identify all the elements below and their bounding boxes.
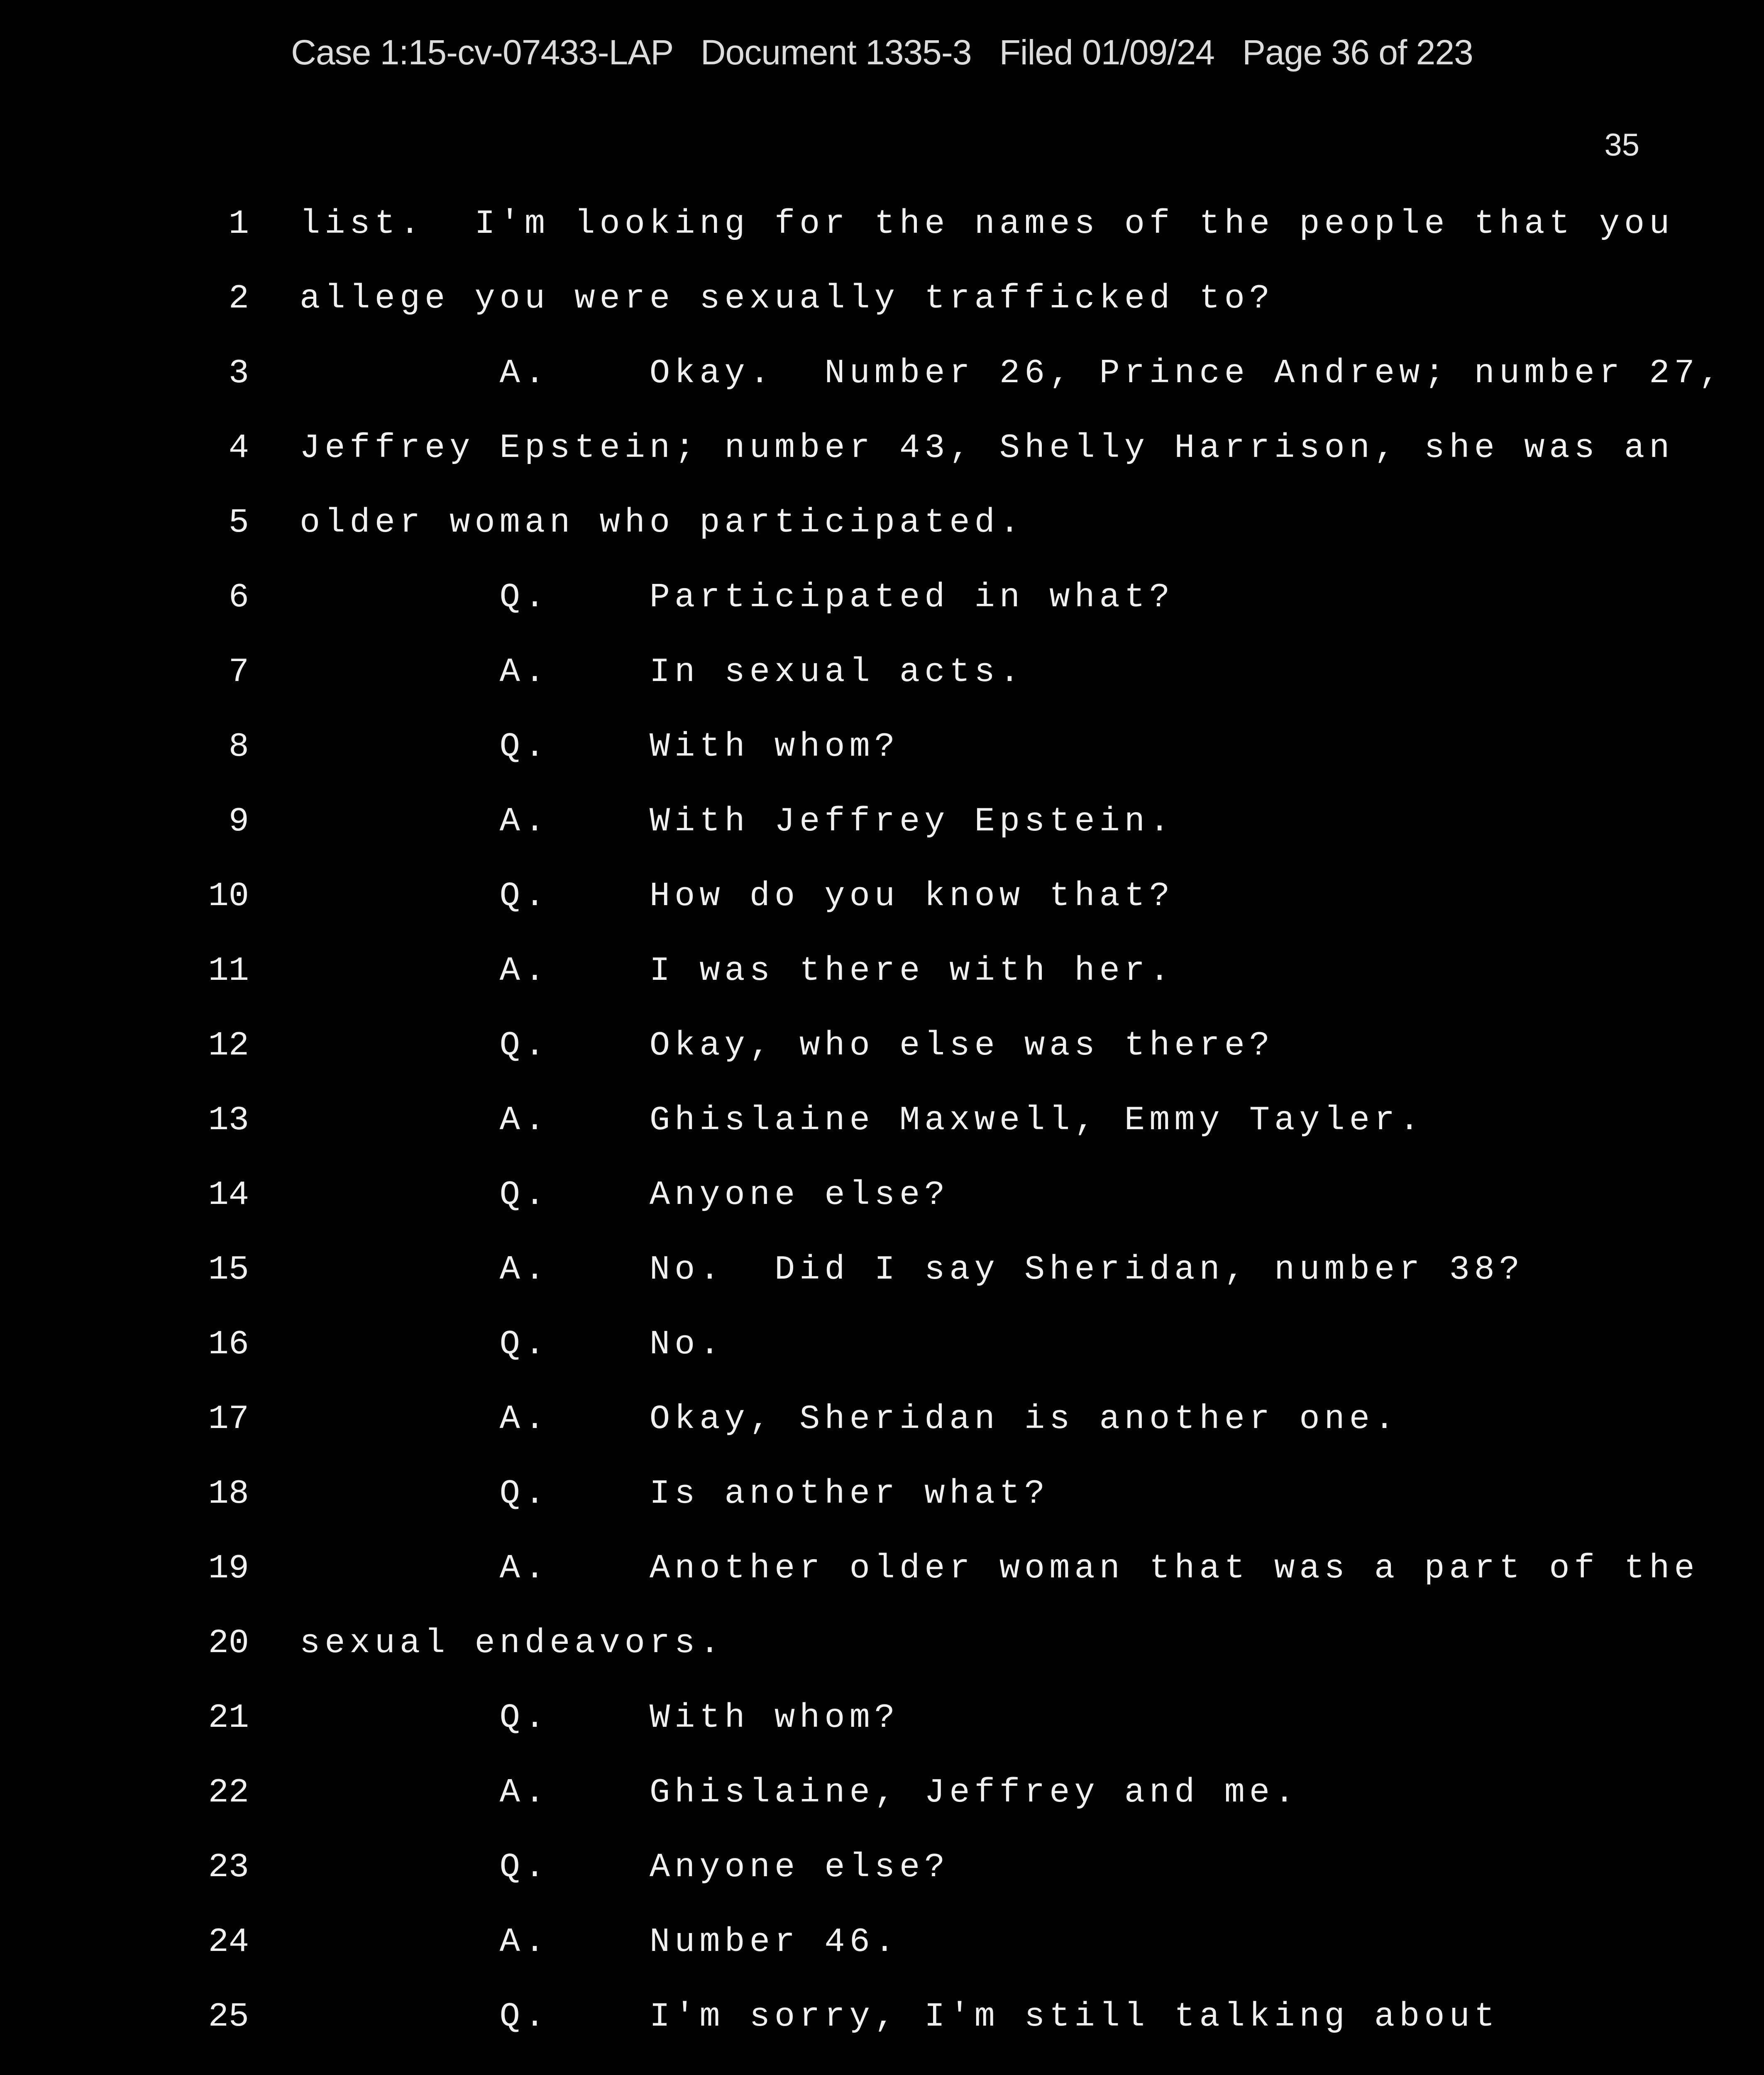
line-number: 9	[228, 802, 249, 841]
transcript-line	[0, 722, 1764, 797]
transcript-line	[0, 423, 1764, 498]
line-text: Q. With whom?	[300, 1699, 899, 1737]
line-text: Q. Anyone else?	[300, 1848, 950, 1887]
line-text: sexual endeavors.	[300, 1624, 725, 1662]
line-number: 15	[208, 1250, 249, 1289]
transcript-line	[0, 1021, 1764, 1096]
transcript-line	[0, 1992, 1764, 2067]
line-number: 2	[228, 279, 249, 318]
transcript-line	[0, 1320, 1764, 1394]
line-text: A. Okay, Sheridan is another one.	[300, 1400, 1400, 1438]
line-number: 19	[208, 1549, 249, 1588]
line-number: 5	[228, 503, 249, 542]
transcript-line	[0, 647, 1764, 722]
line-number: 8	[228, 727, 249, 766]
line-number: 6	[228, 578, 249, 617]
line-number: 13	[208, 1101, 249, 1140]
transcript-line	[0, 1917, 1764, 1992]
line-text: older woman who participated.	[300, 503, 1025, 542]
line-text: Q. Is another what?	[300, 1474, 1050, 1513]
transcript-line	[0, 573, 1764, 647]
line-number: 24	[208, 1923, 249, 1961]
line-number: 12	[208, 1026, 249, 1065]
line-number: 21	[208, 1699, 249, 1737]
line-text: list. I'm looking for the names of the people that you	[300, 205, 1674, 243]
line-number: 25	[208, 1997, 249, 2036]
line-number: 1	[228, 205, 249, 243]
line-text: Q. Anyone else?	[300, 1176, 950, 1214]
transcript-line	[0, 1469, 1764, 1544]
line-text: A. Ghislaine, Jeffrey and me.	[300, 1773, 1300, 1812]
line-text: A. In sexual acts.	[300, 653, 1025, 691]
transcript-line	[0, 199, 1764, 274]
transcript-line	[0, 1170, 1764, 1245]
line-text: A. I was there with her.	[300, 952, 1175, 990]
transcript-line	[0, 1245, 1764, 1320]
line-text: A. No. Did I say Sheridan, number 38?	[300, 1250, 1525, 1289]
line-text: Q. How do you know that?	[300, 877, 1175, 915]
line-text: A. Another older woman that was a part of the	[300, 1549, 1699, 1588]
line-text: A. Okay. Number 26, Prince Andrew; number 27,	[300, 354, 1724, 393]
transcript-line	[0, 1768, 1764, 1843]
line-number: 3	[228, 354, 249, 393]
transcript-line	[0, 1843, 1764, 1917]
transcript-line	[0, 498, 1764, 573]
transcript-line	[0, 872, 1764, 946]
line-number: 22	[208, 1773, 249, 1812]
line-text: allege you were sexually trafficked to?	[300, 279, 1275, 318]
line-number: 7	[228, 653, 249, 691]
line-text: A. With Jeffrey Epstein.	[300, 802, 1175, 841]
transcript-line	[0, 1618, 1764, 1693]
line-text: Q. Participated in what?	[300, 578, 1175, 617]
line-number: 14	[208, 1176, 249, 1214]
line-text: A. Ghislaine Maxwell, Emmy Tayler.	[300, 1101, 1424, 1140]
line-text: A. Number 46.	[300, 1923, 899, 1961]
line-text: Q. With whom?	[300, 727, 899, 766]
line-text: Q. Okay, who else was there?	[300, 1026, 1275, 1065]
transcript-line	[0, 274, 1764, 349]
line-number: 16	[208, 1325, 249, 1364]
transcript-line	[0, 797, 1764, 872]
line-number: 23	[208, 1848, 249, 1887]
transcript-line	[0, 946, 1764, 1021]
line-number: 11	[208, 952, 249, 990]
line-number: 10	[208, 877, 249, 915]
line-text: Q. I'm sorry, I'm still talking about	[300, 1997, 1499, 2036]
transcript-line	[0, 1096, 1764, 1170]
line-text: Q. No.	[300, 1325, 725, 1364]
page-number: 35	[1604, 127, 1639, 163]
transcript-line	[0, 1394, 1764, 1469]
line-number: 20	[208, 1624, 249, 1662]
line-text: Jeffrey Epstein; number 43, Shelly Harrison, she was an	[300, 429, 1674, 467]
line-number: 18	[208, 1474, 249, 1513]
transcript-line	[0, 349, 1764, 423]
transcript-line	[0, 1693, 1764, 1768]
line-number: 4	[228, 429, 249, 467]
line-number: 17	[208, 1400, 249, 1438]
case-header: Case 1:15-cv-07433-LAP Document 1335-3 Filed 01/09/24 Page 36 of 223	[291, 33, 1473, 72]
transcript-line	[0, 1544, 1764, 1618]
